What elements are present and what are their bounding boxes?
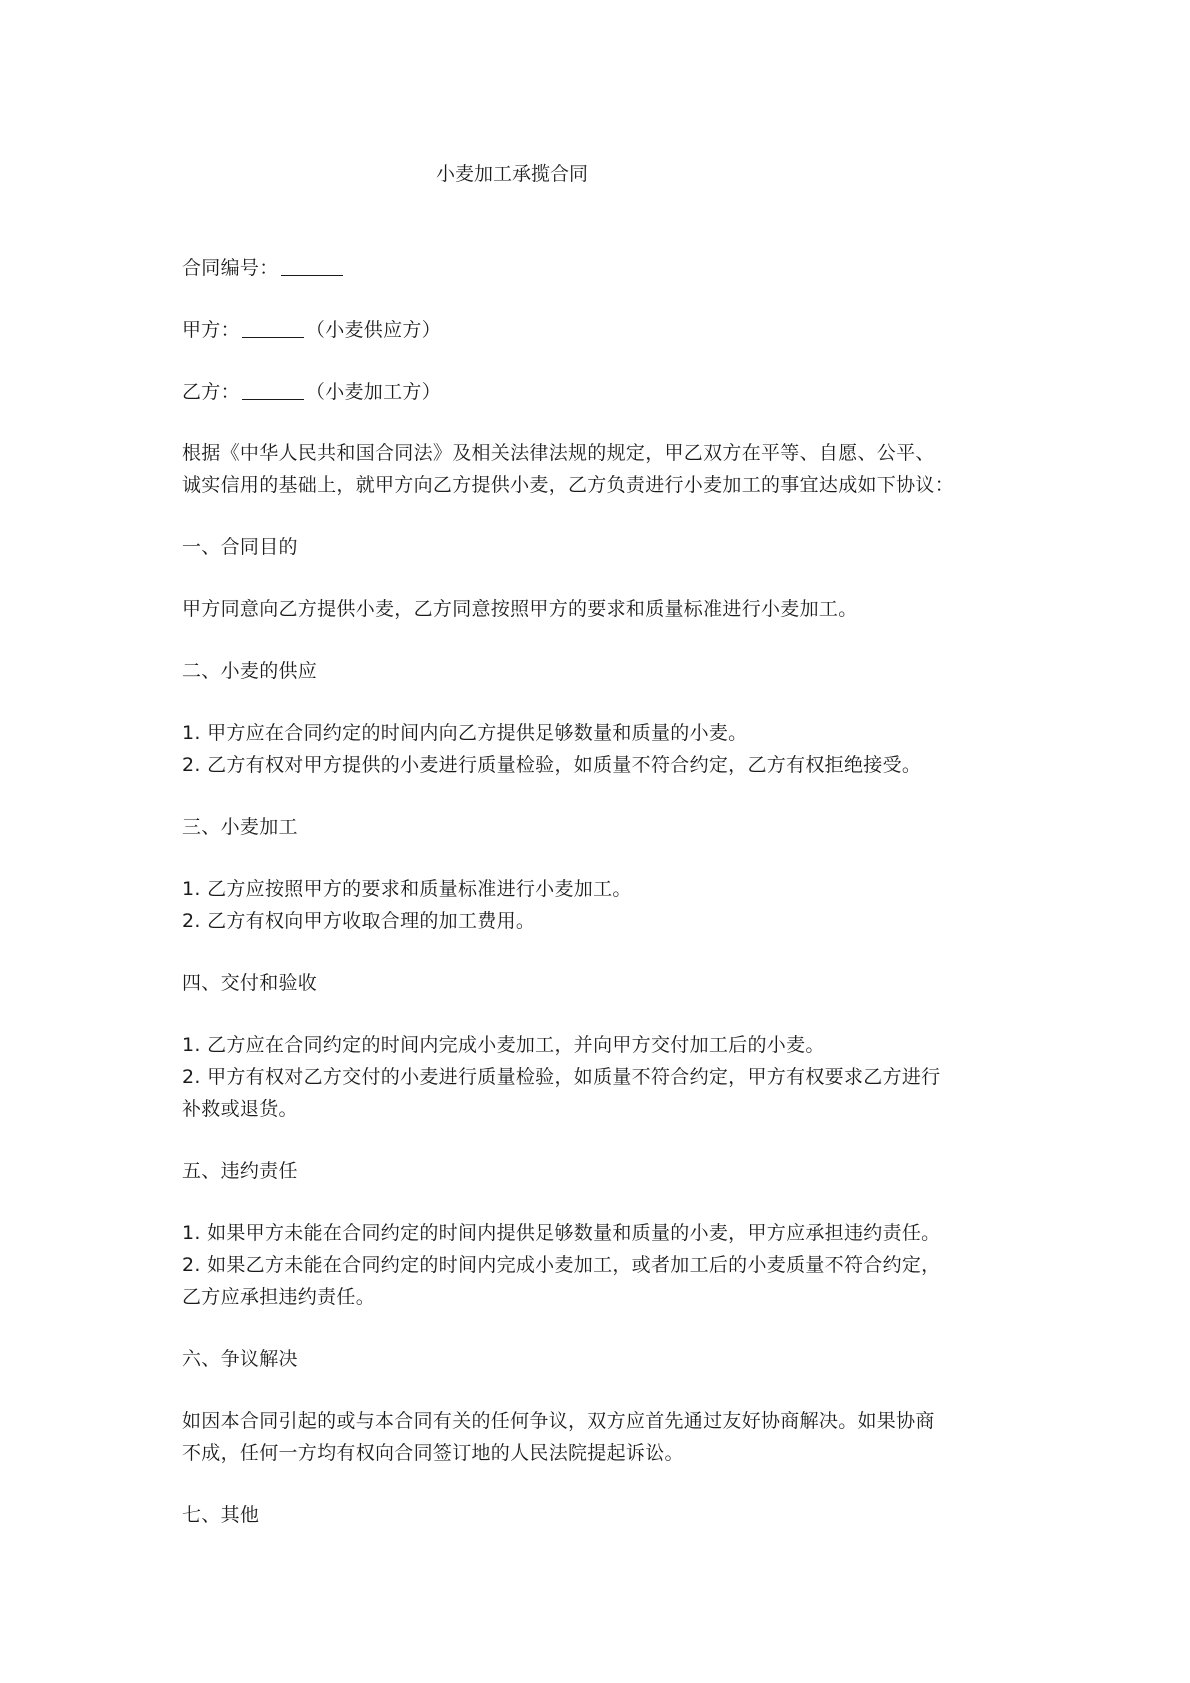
party-a-blank [242,317,304,338]
section-heading-supply: 二、小麦的供应 [182,660,318,682]
party-b-blank [242,379,304,400]
section-paragraph: 如因本合同引起的或与本合同有关的任何争议，双方应首先通过友好协商解决。如果协商 [182,1410,935,1432]
clause-item-continuation: 乙方应承担违约责任。 [182,1286,376,1308]
section-paragraph: 甲方同意向乙方提供小麦，乙方同意按照甲方的要求和质量标准进行小麦加工。 [182,598,858,620]
section-heading-purpose: 一、合同目的 [182,536,298,558]
clause-item: 1. 甲方应在合同约定的时间内向乙方提供足够数量和质量的小麦。 [182,722,748,744]
section-heading-dispute: 六、争议解决 [182,1348,298,1370]
contract-number-label: 合同编号： [182,257,279,279]
preamble-line: 根据《中华人民共和国合同法》及相关法律法规的规定，甲乙双方在平等、自愿、公平、 [182,442,935,464]
party-b-label: 乙方： [182,381,240,403]
clause-item: 1. 乙方应在合同约定的时间内完成小麦加工，并向甲方交付加工后的小麦。 [182,1034,825,1056]
section-heading-delivery: 四、交付和验收 [182,972,318,994]
clause-item: 1. 如果甲方未能在合同约定的时间内提供足够数量和质量的小麦，甲方应承担违约责任。 [182,1222,941,1244]
section-heading-liability: 五、违约责任 [182,1160,298,1182]
clause-item-continuation: 补救或退货。 [182,1098,298,1120]
clause-item: 1. 乙方应按照甲方的要求和质量标准进行小麦加工。 [182,878,632,900]
party-a-note: （小麦供应方） [305,319,442,341]
contract-number-blank [281,255,343,276]
clause-item: 2. 乙方有权对甲方提供的小麦进行质量检验，如质量不符合约定，乙方有权拒绝接受。 [182,754,922,776]
party-b-note: （小麦加工方） [305,381,442,403]
party-a-field [182,315,441,346]
section-paragraph: 不成，任何一方均有权向合同签订地的人民法院提起诉讼。 [182,1442,684,1464]
section-heading-other: 七、其他 [182,1504,260,1526]
clause-item: 2. 如果乙方未能在合同约定的时间内完成小麦加工，或者加工后的小麦质量不符合约定， [182,1254,941,1276]
section-heading-processing: 三、小麦加工 [182,816,298,838]
party-b-field [182,377,441,408]
document-title: 小麦加工承揽合同 [436,163,589,185]
clause-item: 2. 乙方有权向甲方收取合理的加工费用。 [182,910,536,932]
preamble-line: 诚实信用的基础上，就甲方向乙方提供小麦，乙方负责进行小麦加工的事宜达成如下协议： [182,474,955,496]
party-a-label: 甲方： [182,319,240,341]
clause-item: 2. 甲方有权对乙方交付的小麦进行质量检验，如质量不符合约定，甲方有权要求乙方进行 [182,1066,941,1088]
contract-number-field [182,253,345,284]
